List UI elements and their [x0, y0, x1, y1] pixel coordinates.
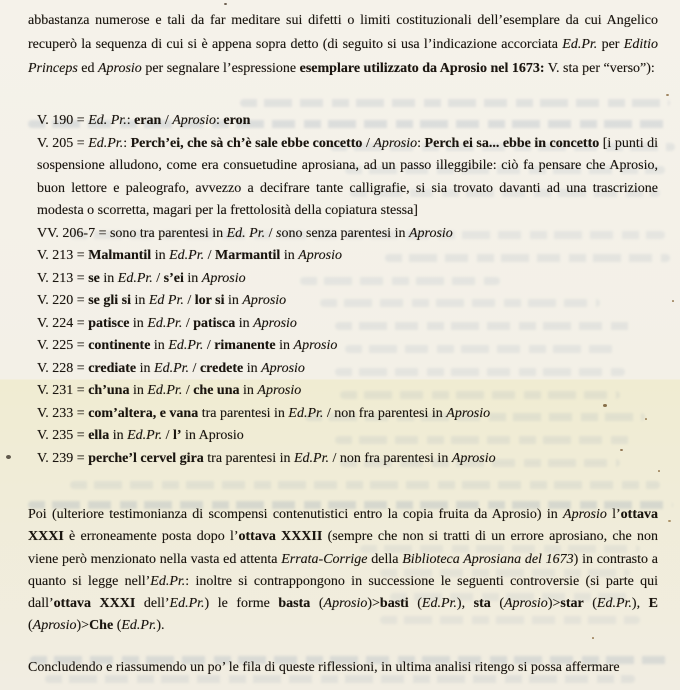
- variant-v224-segment: in: [129, 315, 148, 331]
- variant-v213-se-segment: /: [152, 270, 164, 286]
- poi-paragraph-segment: ) le forme: [204, 596, 279, 612]
- variant-v224-segment: /: [182, 315, 194, 331]
- poi-paragraph-segment: )>: [367, 596, 380, 612]
- poi-paragraph-segment: sta: [473, 596, 491, 612]
- variant-v231-segment: Ed.Pr.: [147, 383, 183, 398]
- variant-v228-segment: Aprosio: [261, 360, 305, 376]
- variant-v225-segment: in: [275, 338, 294, 353]
- poi-paragraph-segment: basti: [379, 596, 409, 612]
- variant-v228-segment: Ed.Pr.: [154, 360, 190, 376]
- variant-v220-segment: lor si: [194, 293, 225, 308]
- intro-paragraph: [28, 9, 658, 81]
- variant-v213-se-segment: Aprosio: [201, 270, 246, 286]
- poi-paragraph-segment: Aprosio: [323, 596, 368, 612]
- variant-v205-segment: V. 205 =: [37, 135, 89, 151]
- variant-v231: [28, 380, 658, 403]
- variant-v224-segment: Aprosio: [253, 315, 297, 331]
- poi-paragraph-segment: Che: [89, 618, 114, 634]
- poi-paragraph-segment: )>: [547, 596, 561, 612]
- variant-v231-segment: in: [129, 383, 148, 398]
- variant-v213-se-segment: se: [88, 270, 100, 286]
- poi-paragraph: [28, 504, 658, 638]
- poi-paragraph-segment: l’: [606, 507, 621, 522]
- variant-v235-segment: V. 235 =: [37, 428, 89, 443]
- poi-paragraph-segment: Aprosio: [503, 596, 548, 612]
- variant-vv206-7-segment: Ed. Pr.: [226, 225, 266, 241]
- variant-v205-segment: Perch’ei, che sà ch’è sale ebbe concetto: [130, 135, 363, 151]
- variant-v220-segment: /: [183, 293, 195, 308]
- variant-vv206-7: [28, 223, 658, 246]
- poi-paragraph-segment: Poi (ulteriore testimonianza di scompensi contenutistici entro la copia fruita da Aprosio) in: [28, 507, 564, 522]
- variant-v235-segment: ella: [88, 428, 110, 443]
- variant-v190-segment: eran: [134, 113, 162, 128]
- variant-v205-segment: :: [417, 135, 425, 151]
- poi-paragraph-segment: (: [28, 618, 33, 634]
- variant-v213-malmantil-segment: V. 213 =: [37, 248, 89, 263]
- poi-paragraph-segment: (: [490, 596, 504, 612]
- variant-v225-segment: Aprosio: [293, 338, 338, 353]
- variant-v205-segment: /: [362, 135, 374, 151]
- variant-v225-segment: continente: [88, 338, 151, 353]
- variant-v239-segment: V. 239 =: [37, 450, 89, 466]
- variant-v228-segment: in: [136, 360, 155, 376]
- variant-v228-segment: in: [243, 360, 262, 376]
- intro-paragraph-segment: per segnalare l’espressione: [141, 61, 300, 76]
- variant-v228-segment: crediate: [88, 360, 137, 376]
- variant-v213-malmantil-segment: in: [151, 248, 170, 263]
- intro-paragraph-segment: V. sta per “verso”):: [544, 61, 655, 76]
- poi-paragraph-segment: ),: [456, 596, 474, 612]
- variant-v224-segment: V. 224 =: [37, 315, 89, 331]
- variant-v205-segment: Aprosio: [373, 135, 418, 151]
- variant-v220-segment: in: [130, 293, 149, 308]
- intro-paragraph-segment: Ed.Pr.: [562, 37, 598, 52]
- poi-paragraph-segment: (: [113, 618, 122, 634]
- variant-v220-segment: Ed Pr.: [148, 293, 184, 308]
- variant-v225-segment: /: [203, 338, 215, 353]
- variant-v235-segment: in Aprosio: [181, 428, 244, 443]
- variant-v225-segment: rimanente: [214, 338, 276, 353]
- poi-paragraph-segment: basta: [278, 596, 311, 612]
- variant-v231-segment: V. 231 =: [37, 383, 89, 398]
- poi-paragraph-segment: Ed.Pr.: [121, 618, 157, 634]
- poi-paragraph-segment: Ed.Pr.: [169, 596, 205, 612]
- poi-paragraph-segment: Ed.Pr.: [150, 573, 186, 589]
- variant-v213-se-segment: in: [183, 270, 202, 286]
- variant-v213-malmantil: [28, 245, 658, 268]
- variant-v190-segment: :: [216, 113, 224, 128]
- variant-v213-malmantil-segment: /: [204, 248, 215, 263]
- variant-v205-segment: Ed.Pr.: [88, 135, 124, 151]
- variant-vv206-7-segment: /: [265, 225, 276, 241]
- poi-paragraph-segment: ) in contrasto a quanto si legge nell’: [28, 551, 658, 589]
- variant-v231-segment: ch’una: [88, 383, 130, 398]
- variant-v220: [28, 290, 658, 313]
- variant-v233: [28, 403, 658, 426]
- variant-v231-segment: che una: [193, 383, 240, 398]
- poi-paragraph-segment: ottava XXXI: [53, 596, 136, 612]
- poi-paragraph-segment: E: [648, 596, 658, 612]
- poi-paragraph-segment: ottava XXXII: [238, 529, 323, 545]
- variant-v225-segment: Ed.Pr.: [168, 338, 204, 353]
- variant-v190-segment: V. 190 =: [37, 113, 89, 128]
- intro-paragraph-segment: ed: [77, 61, 98, 76]
- variant-v220-segment: se gli si: [88, 293, 131, 308]
- variant-v235-segment: in: [109, 428, 128, 443]
- intro-paragraph-segment: abbastanza numerose e tali da far meditare sui difetti o limiti costituzionali dell’esemplare da cui Angelico recuperò la sequenza di cui si è appena sopra detto (di seguito si usa l’indicazione accorciata: [28, 13, 658, 52]
- variant-v233-segment: tra parentesi in: [198, 405, 289, 421]
- variant-v224: [28, 313, 658, 336]
- concluding-cutoff-line-segment: Concludendo e riassumendo un po’ le fila di queste riflessioni, in ultima analisi ritengo si possa affermare: [28, 659, 620, 675]
- concluding-cutoff-line: [28, 657, 658, 679]
- poi-paragraph-segment: ).: [156, 618, 165, 634]
- poi-paragraph-segment: della: [367, 551, 403, 567]
- variant-v239-segment: tra parentesi in: [203, 450, 294, 466]
- variant-v231-segment: /: [182, 383, 194, 398]
- variant-v190-segment: /: [161, 113, 173, 128]
- variant-v224-segment: Ed.Pr.: [147, 315, 183, 331]
- variant-v235-segment: Ed.Pr.: [127, 428, 163, 443]
- variant-v224-segment: patisca: [193, 315, 236, 331]
- poi-paragraph-segment: dell’: [135, 596, 170, 612]
- variant-v213-se-segment: s’ei: [163, 270, 184, 286]
- variant-v225-segment: in: [150, 338, 169, 353]
- variant-v190-segment: Ed. Pr.: [88, 113, 127, 128]
- poi-paragraph-segment: )>: [76, 618, 90, 634]
- intro-paragraph-segment: esemplare utilizzato da Aprosio nel 1673:: [299, 61, 545, 76]
- variant-v213-se-segment: in: [99, 270, 118, 286]
- intro-paragraph-segment: Editio Princeps: [28, 37, 658, 76]
- variant-v190-segment: Aprosio: [172, 113, 217, 128]
- variant-vv206-7-segment: VV. 206-7 = sono tra parentesi in: [37, 225, 227, 241]
- variant-v239: [28, 448, 658, 471]
- variant-v205-segment: Perch ei sa... ebbe in concetto: [424, 135, 600, 151]
- variant-vv206-7-segment: ono senza parentesi in: [281, 225, 409, 241]
- poi-paragraph-segment: (: [408, 596, 422, 612]
- variant-v213-malmantil-segment: Ed.Pr.: [169, 248, 205, 263]
- variant-v228: [28, 358, 658, 381]
- variant-v235-segment: /: [162, 428, 173, 443]
- poi-paragraph-segment: (: [583, 596, 597, 612]
- variant-v213-malmantil-segment: Marmantil: [214, 248, 281, 263]
- variant-v228-segment: V. 228 =: [37, 360, 89, 376]
- variant-v213-malmantil-segment: Malmantil: [88, 248, 152, 263]
- variant-v228-segment: credete: [199, 360, 244, 376]
- variant-v225-segment: V. 225 =: [37, 338, 89, 353]
- variant-v231-segment: in: [239, 383, 258, 398]
- variant-v235-segment: l’: [172, 428, 182, 443]
- poi-paragraph-segment: Errata-Corrige: [281, 551, 368, 567]
- variant-v225: [28, 335, 658, 358]
- variant-v239-segment: Aprosio: [451, 450, 496, 466]
- poi-paragraph-segment: Ed.Pr.: [596, 596, 632, 612]
- variant-v220-segment: V. 220 =: [37, 293, 89, 308]
- variant-v220-segment: in: [224, 293, 243, 308]
- variant-v239-segment: Ed.Pr.: [293, 450, 329, 466]
- intro-paragraph-segment: per: [597, 37, 624, 52]
- intro-paragraph-segment: Aprosio: [97, 61, 142, 76]
- poi-paragraph-segment: Aprosio: [32, 618, 77, 634]
- variant-v205-segment: :: [123, 135, 131, 151]
- variant-v224-segment: in: [235, 315, 254, 331]
- variant-v239-segment: / non fra parentesi in: [328, 450, 452, 466]
- variant-v190-segment: :: [126, 113, 135, 128]
- poi-paragraph-segment: ottava XXXI: [28, 507, 658, 545]
- variant-v220-segment: Aprosio: [242, 293, 287, 308]
- variant-v190: [28, 110, 658, 133]
- poi-paragraph-segment: Ed.Pr.: [421, 596, 457, 612]
- variant-v239-segment: perche’l cervel gira: [88, 450, 204, 466]
- variant-v233-segment: Aprosio: [446, 405, 491, 421]
- poi-paragraph-segment: Aprosio: [563, 507, 607, 522]
- poi-paragraph-segment: ),: [631, 596, 649, 612]
- poi-paragraph-segment: : inoltre si contrappongono in successione le seguenti controversie (si parte qui dall’: [28, 573, 658, 612]
- poi-paragraph-segment: star: [560, 596, 584, 612]
- variant-v190-segment: eron: [223, 113, 251, 128]
- variant-v233-segment: com’altera, e vana: [88, 405, 199, 421]
- poi-paragraph-segment: (sempre che non si tratti di un errore aprosiano, che non viene però menzionato nella vasta ed attenta: [28, 529, 658, 567]
- poi-paragraph-segment: Biblioteca Aprosiana del 1673: [402, 551, 574, 567]
- variant-vv206-7-segment: Aprosio: [408, 225, 453, 241]
- variant-v213-malmantil-segment: Aprosio: [298, 248, 343, 263]
- variant-v231-segment: Aprosio: [257, 383, 302, 398]
- variant-v224-segment: patisce: [88, 315, 130, 331]
- variant-vv206-7-segment: s: [276, 225, 282, 241]
- variant-v213-malmantil-segment: in: [280, 248, 299, 263]
- poi-paragraph-segment: è erroneamente posta dopo l’: [63, 529, 239, 545]
- poi-paragraph-segment: (: [310, 596, 324, 612]
- variant-v205-segment: [i punti di sospensione alludono, come era consuetudine aprosiana, ad un passo illeggibile: ciò fa pensare che Aprosio, buon lettore e paleografo, avvezzo a decifrare tante calligrafie, si sia trovato davanti ad una trascrizione modesta o scorretta, magari per la frettolosità della copiatura stessa]: [37, 135, 658, 218]
- variant-v213-se: [28, 268, 658, 291]
- variant-v233-segment: / non fra parentesi in: [323, 405, 447, 421]
- variant-v233-segment: V. 233 =: [37, 405, 89, 421]
- variant-v205: [28, 133, 658, 223]
- variant-v233-segment: Ed.Pr.: [288, 405, 324, 421]
- variant-v235: [28, 425, 658, 448]
- variant-v228-segment: /: [189, 360, 200, 376]
- variant-v213-se-segment: Ed.Pr.: [117, 270, 153, 286]
- variant-v213-se-segment: V. 213 =: [37, 270, 89, 286]
